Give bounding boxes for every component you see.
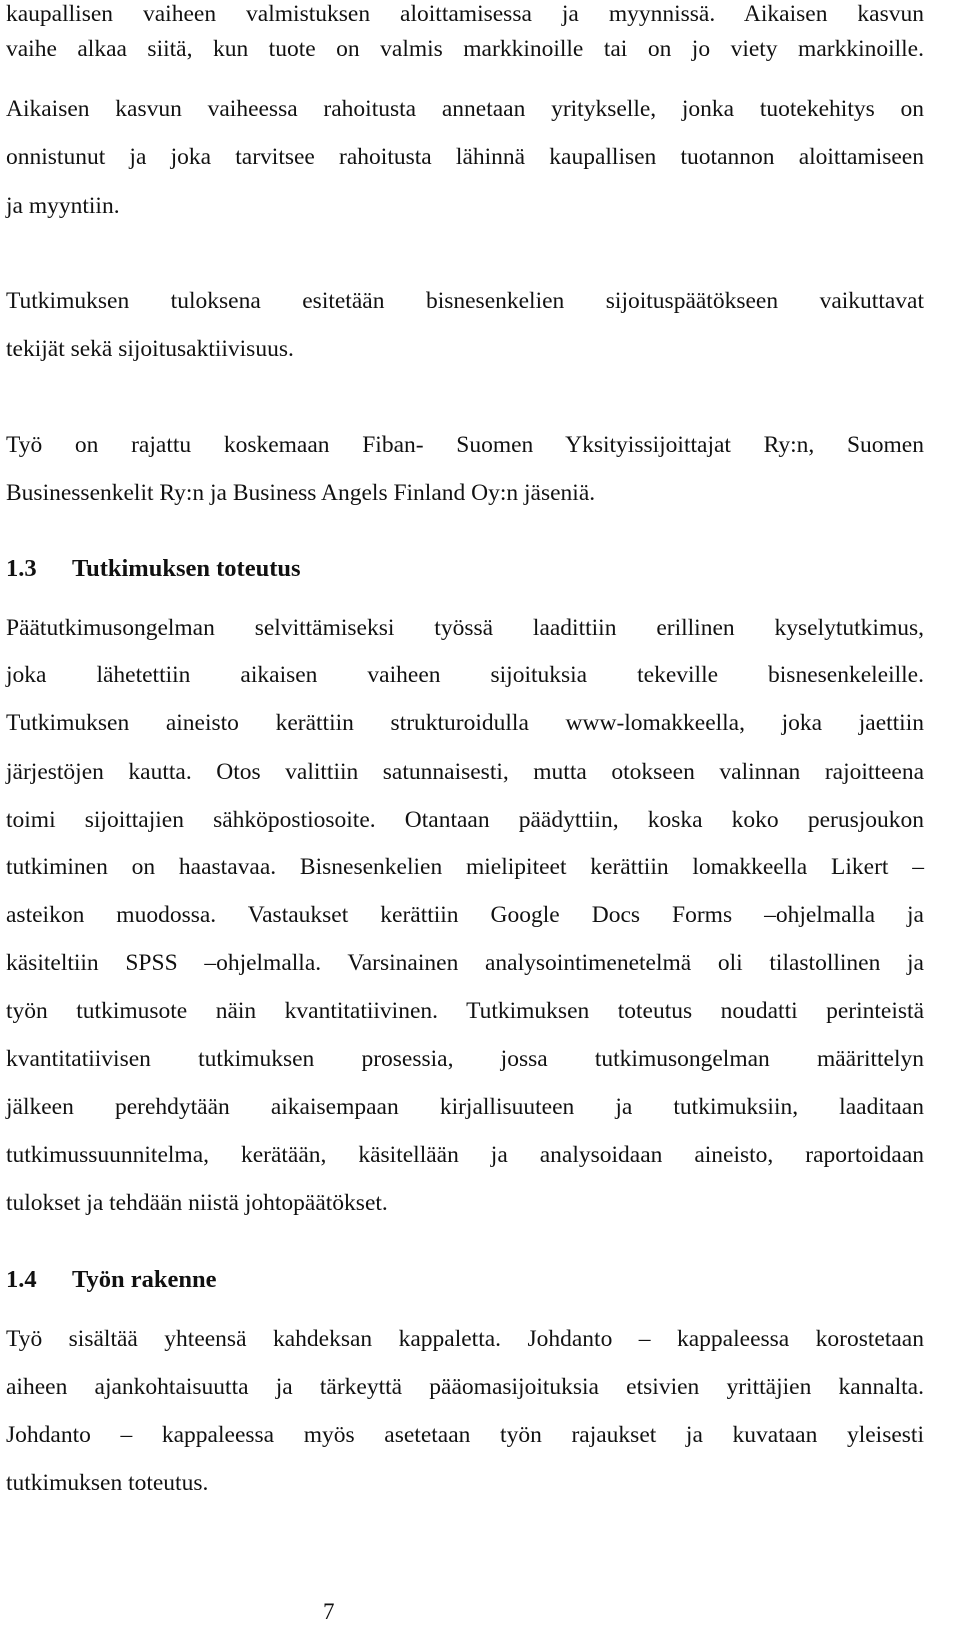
- text-line: Businessenkelit Ry:n ja Business Angels Finland Oy:n jäseniä.: [6, 480, 596, 506]
- text-line: Päätutkimusongelman selvittämiseksi työssä laadittiin erillinen kyselytutkimus,: [6, 615, 924, 641]
- text-line: tekijät sekä sijoitusaktiivisuus.: [6, 336, 294, 362]
- section-number: 1.3: [6, 555, 37, 582]
- text-line: kaupallisen vaiheen valmistuksen aloittamisessa ja myynnissä. Aikaisen kasvun: [6, 1, 924, 27]
- section-heading: [6, 1265, 217, 1295]
- text-line: Työ sisältää yhteensä kahdeksan kappaletta. Johdanto – kappaleessa korostetaan: [6, 1326, 924, 1352]
- section-title: Työn rakenne: [72, 1266, 217, 1293]
- section-heading: [6, 554, 301, 584]
- text-line: asteikon muodossa. Vastaukset kerättiin Google Docs Forms –ohjelmalla ja: [6, 902, 924, 928]
- text-line: tutkiminen on haastavaa. Bisnesenkelien mielipiteet kerättiin lomakkeella Likert –: [6, 854, 924, 880]
- text-line: Työ on rajattu koskemaan Fiban- Suomen Yksityissijoittajat Ry:n, Suomen: [6, 432, 924, 458]
- text-line: aiheen ajankohtaisuutta ja tärkeyttä pääomasijoituksia etsivien yrittäjien kannalta.: [6, 1374, 924, 1400]
- text-line: Tutkimuksen tuloksena esitetään bisnesenkelien sijoituspäätökseen vaikuttavat: [6, 288, 924, 314]
- section-number: 1.4: [6, 1266, 37, 1293]
- text-line: Johdanto – kappaleessa myös asetetaan työn rajaukset ja kuvataan yleisesti: [6, 1422, 924, 1448]
- text-line: joka lähetettiin aikaisen vaiheen sijoituksia tekeville bisnesenkeleille.: [6, 662, 924, 688]
- text-line: kvantitatiivisen tutkimuksen prosessia, jossa tutkimusongelman määrittelyn: [6, 1046, 924, 1072]
- text-line: onnistunut ja joka tarvitsee rahoitusta lähinnä kaupallisen tuotannon aloittamiseen: [6, 144, 924, 170]
- text-line: työn tutkimusote näin kvantitatiivinen. Tutkimuksen toteutus noudatti perinteistä: [6, 998, 924, 1024]
- text-line: tutkimuksen toteutus.: [6, 1470, 209, 1496]
- text-line: vaihe alkaa siitä, kun tuote on valmis markkinoille tai on jo viety markkinoille.: [6, 36, 924, 62]
- text-line: jälkeen perehdytään aikaisempaan kirjallisuuteen ja tutkimuksiin, laaditaan: [6, 1094, 924, 1120]
- page-number: 7: [323, 1599, 335, 1624]
- text-line: Tutkimuksen aineisto kerättiin strukturoidulla www-lomakkeella, joka jaettiin: [6, 710, 924, 736]
- text-line: Aikaisen kasvun vaiheessa rahoitusta annetaan yritykselle, jonka tuotekehitys on: [6, 96, 924, 122]
- section-title: Tutkimuksen toteutus: [72, 555, 301, 582]
- text-line: tulokset ja tehdään niistä johtopäätökset.: [6, 1190, 388, 1216]
- text-line: toimi sijoittajien sähköpostiosoite. Otantaan päädyttiin, koska koko perusjoukon: [6, 807, 924, 833]
- text-line: järjestöjen kautta. Otos valittiin satunnaisesti, mutta otokseen valinnan rajoitteena: [6, 759, 924, 785]
- text-line: käsiteltiin SPSS –ohjelmalla. Varsinainen analysointimenetelmä oli tilastollinen ja: [6, 950, 924, 976]
- text-line: tutkimussuunnitelma, kerätään, käsitellään ja analysoidaan aineisto, raportoidaan: [6, 1142, 924, 1168]
- text-line: ja myyntiin.: [6, 193, 120, 219]
